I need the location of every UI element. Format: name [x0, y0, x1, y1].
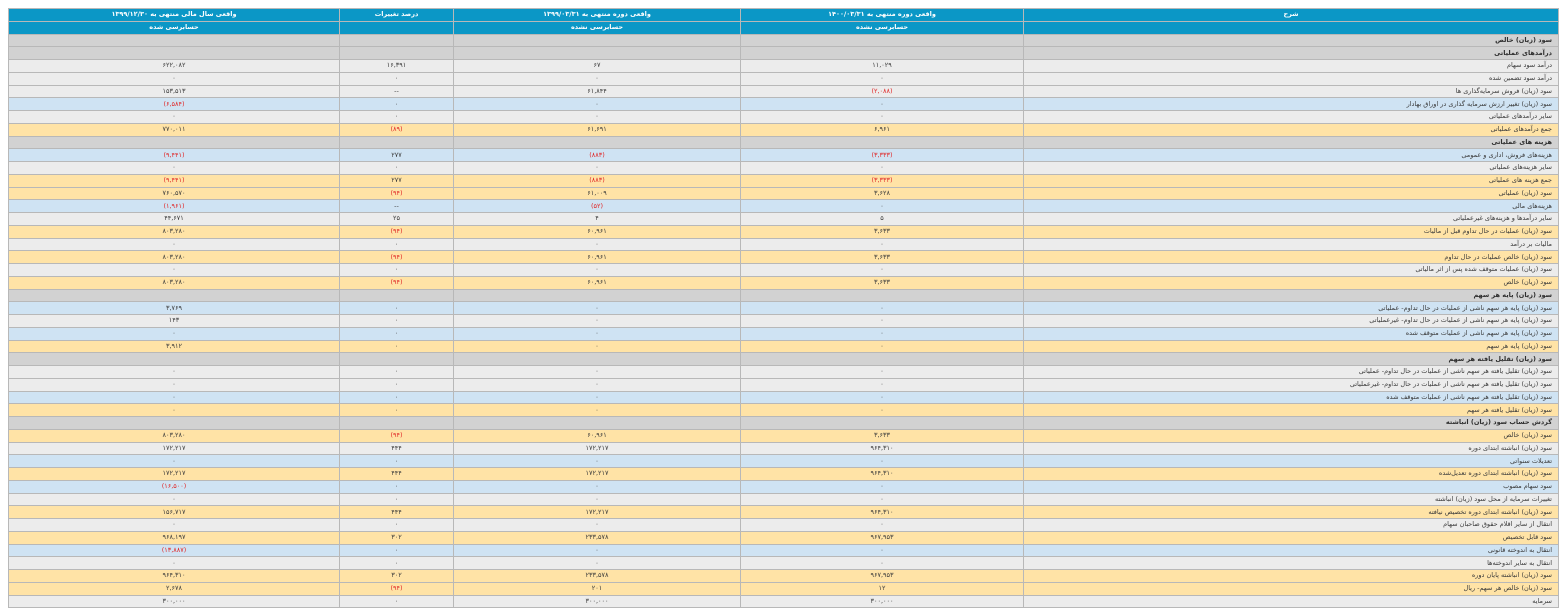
cell-cur: ۱۱,۰۲۹ — [741, 60, 1024, 73]
cell-prev: (۸۸۳) — [454, 149, 741, 162]
cell-year: (۱۳,۸۸۷) — [9, 544, 340, 557]
cell-label: انتقال به اندوخته قانونی — [1024, 544, 1559, 557]
cell-change: ۴۴۴ — [340, 468, 454, 481]
cell-change: ۰ — [340, 315, 454, 328]
cell-cur: ۰ — [741, 111, 1024, 124]
table-row — [9, 519, 1559, 532]
cell-label: هزینه های عملیاتی — [1024, 136, 1559, 149]
cell-year: ۰ — [9, 404, 340, 417]
cell-label: سود سهام مصوب — [1024, 480, 1559, 493]
cell-year: ۰ — [9, 493, 340, 506]
cell-prev: ۰ — [454, 480, 741, 493]
cell-prev — [454, 417, 741, 430]
table-row — [9, 187, 1559, 200]
cell-cur: ۰ — [741, 378, 1024, 391]
cell-year: ۳۰۰,۰۰۰ — [9, 595, 340, 608]
cell-change: ۰ — [340, 264, 454, 277]
cell-label: سود قابل تخصیص — [1024, 531, 1559, 544]
cell-label: جمع درآمدهای عملیاتی — [1024, 123, 1559, 136]
table-row — [9, 315, 1559, 328]
cell-change — [340, 289, 454, 302]
cell-cur: ۰ — [741, 519, 1024, 532]
table-row — [9, 582, 1559, 595]
table-body — [9, 34, 1559, 608]
cell-cur: ۵ — [741, 213, 1024, 226]
cell-label: درآمدهای عملیاتی — [1024, 47, 1559, 60]
table-row — [9, 468, 1559, 481]
cell-prev — [454, 353, 741, 366]
cell-label: سود (زیان) خالص — [1024, 34, 1559, 47]
cell-label: سود (زیان) پایه هر سهم — [1024, 340, 1559, 353]
cell-year: ۰ — [9, 519, 340, 532]
cell-cur: (۳,۳۳۳) — [741, 174, 1024, 187]
cell-cur: ۰ — [741, 480, 1024, 493]
table-row — [9, 276, 1559, 289]
cell-year: ۴۴,۶۷۱ — [9, 213, 340, 226]
cell-label: سود (زیان) انباشته پایان دوره — [1024, 570, 1559, 583]
section-row — [9, 34, 1559, 47]
table-row — [9, 123, 1559, 136]
cell-cur — [741, 353, 1024, 366]
table-row — [9, 174, 1559, 187]
cell-year: ۷۷۰,۰۱۱ — [9, 123, 340, 136]
table-row — [9, 149, 1559, 162]
table-row — [9, 60, 1559, 73]
cell-cur: ۰ — [741, 238, 1024, 251]
cell-cur: ۰ — [741, 162, 1024, 175]
cell-label: تغییرات سرمایه از محل سود (زیان) انباشته — [1024, 493, 1559, 506]
cell-cur: ۰ — [741, 557, 1024, 570]
cell-cur: ۰ — [741, 493, 1024, 506]
cell-cur: ۳,۶۳۳ — [741, 251, 1024, 264]
cell-label: سود (زیان) پایه هر سهم ناشی از عملیات متوقف شده — [1024, 327, 1559, 340]
cell-year: ۰ — [9, 391, 340, 404]
cell-prev: ۰ — [454, 72, 741, 85]
cell-prev: ۶۰,۹۶۱ — [454, 225, 741, 238]
cell-cur: ۱۲ — [741, 582, 1024, 595]
cell-prev: ۰ — [454, 455, 741, 468]
cell-change: (۹۴) — [340, 429, 454, 442]
table-row — [9, 366, 1559, 379]
cell-label: هزینه‌های فروش، اداری و عمومی — [1024, 149, 1559, 162]
cell-label: سود (زیان) خالص — [1024, 276, 1559, 289]
cell-change: ۰ — [340, 404, 454, 417]
header-desc: شرح — [1024, 9, 1559, 22]
cell-year: ۱۵۳,۵۱۳ — [9, 85, 340, 98]
table-row — [9, 72, 1559, 85]
table-row — [9, 544, 1559, 557]
cell-label: درآمد سود سهام — [1024, 60, 1559, 73]
section-row — [9, 136, 1559, 149]
cell-cur: ۰ — [741, 366, 1024, 379]
cell-change: ۰ — [340, 98, 454, 111]
cell-label: سود (زیان) فروش سرمایه‌گذاری ها — [1024, 85, 1559, 98]
cell-label: سود (زیان) انباشته ابتدای دوره تخصیص نیافته — [1024, 506, 1559, 519]
table-row — [9, 531, 1559, 544]
cell-change: ۰ — [340, 595, 454, 608]
cell-change: ۲۷۷ — [340, 174, 454, 187]
cell-label: سایر هزینه‌های عملیاتی — [1024, 162, 1559, 175]
cell-change: (۹۴) — [340, 276, 454, 289]
cell-prev — [454, 47, 741, 60]
cell-prev: ۶۰,۹۶۱ — [454, 429, 741, 442]
cell-label: سود (زیان) تقلیل یافته هر سهم — [1024, 404, 1559, 417]
table-row — [9, 429, 1559, 442]
cell-year: ۰ — [9, 162, 340, 175]
cell-change: (۸۹) — [340, 123, 454, 136]
table-row — [9, 493, 1559, 506]
cell-label: سود (زیان) تقلیل یافته هر سهم — [1024, 353, 1559, 366]
table-row — [9, 327, 1559, 340]
cell-prev: ۶۱,۸۴۴ — [454, 85, 741, 98]
cell-change: ۰ — [340, 302, 454, 315]
cell-cur: ۳,۶۳۳ — [741, 225, 1024, 238]
cell-label: مالیات بر درآمد — [1024, 238, 1559, 251]
cell-cur: (۳,۳۳۳) — [741, 149, 1024, 162]
cell-change: ۰ — [340, 111, 454, 124]
header-cur: واقعی دوره منتهی به ۱۴۰۰/۰۳/۳۱ — [741, 9, 1024, 22]
cell-change: ۰ — [340, 327, 454, 340]
cell-prev: ۱۷۲,۲۱۷ — [454, 506, 741, 519]
cell-year: (۱۶,۵۰۰) — [9, 480, 340, 493]
cell-year: ۹۶۴,۳۱۰ — [9, 570, 340, 583]
cell-year — [9, 47, 340, 60]
cell-cur: ۰ — [741, 72, 1024, 85]
cell-change — [340, 47, 454, 60]
cell-prev: ۲۳۳,۵۷۸ — [454, 570, 741, 583]
cell-cur: ۰ — [741, 404, 1024, 417]
audit-row — [9, 21, 1559, 34]
cell-year — [9, 353, 340, 366]
cell-change: ۴۴۴ — [340, 442, 454, 455]
cell-prev: (۵۲) — [454, 200, 741, 213]
cell-year: ۸۰۳,۲۸۰ — [9, 276, 340, 289]
cell-label: سود (زیان) انباشته ابتدای دوره تعدیل‌شده — [1024, 468, 1559, 481]
audit-prev: حسابرسی نشده — [454, 21, 741, 34]
cell-change: ۰ — [340, 493, 454, 506]
cell-cur: ۰ — [741, 327, 1024, 340]
cell-cur: (۲,۰۸۸) — [741, 85, 1024, 98]
cell-prev: ۰ — [454, 493, 741, 506]
cell-change — [340, 34, 454, 47]
table-row — [9, 213, 1559, 226]
cell-year: ۱۷۲,۲۱۷ — [9, 468, 340, 481]
cell-cur: ۰ — [741, 340, 1024, 353]
cell-cur: ۳۰۰,۰۰۰ — [741, 595, 1024, 608]
cell-label: سایر درآمدها و هزینه‌های غیرعملیاتی — [1024, 213, 1559, 226]
cell-year: ۶۲۲,۰۸۲ — [9, 60, 340, 73]
section-row — [9, 47, 1559, 60]
cell-year: ۰ — [9, 72, 340, 85]
cell-label: سود (زیان) انباشته ابتدای دوره — [1024, 442, 1559, 455]
cell-year: ۱۷۲,۲۱۷ — [9, 442, 340, 455]
cell-change: ۲۵ — [340, 213, 454, 226]
cell-change — [340, 353, 454, 366]
table-row — [9, 455, 1559, 468]
audit-year: حسابرسی شده — [9, 21, 340, 34]
cell-year: ۰ — [9, 238, 340, 251]
cell-change: ۰ — [340, 455, 454, 468]
cell-change: ۰ — [340, 391, 454, 404]
cell-cur: ۹۶۴,۳۱۰ — [741, 468, 1024, 481]
cell-prev: ۰ — [454, 327, 741, 340]
cell-cur: ۹۶۷,۹۵۳ — [741, 570, 1024, 583]
cell-year: ۹۶۸,۱۹۷ — [9, 531, 340, 544]
cell-cur: ۰ — [741, 544, 1024, 557]
cell-prev: ۰ — [454, 378, 741, 391]
cell-prev: ۳۰۰,۰۰۰ — [454, 595, 741, 608]
cell-prev: ۰ — [454, 544, 741, 557]
table-row — [9, 480, 1559, 493]
cell-year: ۱۴۳ — [9, 315, 340, 328]
cell-prev: ۰ — [454, 315, 741, 328]
cell-prev: ۲۰۱ — [454, 582, 741, 595]
cell-change: ۱۶,۳۹۱ — [340, 60, 454, 73]
cell-prev: ۰ — [454, 519, 741, 532]
cell-change: ۴۴۴ — [340, 506, 454, 519]
income-statement-table — [8, 8, 1559, 608]
cell-year: ۰ — [9, 455, 340, 468]
cell-cur — [741, 47, 1024, 60]
cell-cur: ۹۶۴,۳۱۰ — [741, 506, 1024, 519]
cell-change: ۰ — [340, 519, 454, 532]
cell-year: ۰ — [9, 111, 340, 124]
cell-cur: ۶,۹۶۱ — [741, 123, 1024, 136]
cell-label: سود (زیان) تغییر ارزش سرمایه گذاری در اوراق بهادار — [1024, 98, 1559, 111]
table-row — [9, 225, 1559, 238]
cell-prev: ۱۷۲,۲۱۷ — [454, 468, 741, 481]
cell-change: (۹۴) — [340, 582, 454, 595]
table-row — [9, 238, 1559, 251]
cell-cur: ۰ — [741, 315, 1024, 328]
cell-prev — [454, 289, 741, 302]
cell-label: سایر درآمدهای عملیاتی — [1024, 111, 1559, 124]
table-row — [9, 162, 1559, 175]
table-row — [9, 595, 1559, 608]
cell-prev: ۶۷ — [454, 60, 741, 73]
income-statement-container — [8, 8, 1558, 608]
cell-change: (۹۴) — [340, 225, 454, 238]
section-row — [9, 417, 1559, 430]
table-row — [9, 557, 1559, 570]
cell-label: تعدیلات سنواتی — [1024, 455, 1559, 468]
cell-prev: ۰ — [454, 557, 741, 570]
cell-cur: ۰ — [741, 98, 1024, 111]
table-row — [9, 302, 1559, 315]
header-year: واقعی سال مالی منتهی به ۱۳۹۹/۱۲/۳۰ — [9, 9, 340, 22]
cell-cur: ۰ — [741, 302, 1024, 315]
cell-change: (۹۴) — [340, 187, 454, 200]
cell-prev: ۰ — [454, 238, 741, 251]
table-row — [9, 442, 1559, 455]
cell-year: (۹,۴۴۱) — [9, 174, 340, 187]
cell-prev: ۰ — [454, 264, 741, 277]
cell-year: ۷۶۰,۵۷۰ — [9, 187, 340, 200]
cell-year: ۸۰۳,۲۸۰ — [9, 429, 340, 442]
cell-change: ۰ — [340, 366, 454, 379]
cell-year: ۰ — [9, 366, 340, 379]
cell-cur: ۳,۶۲۸ — [741, 187, 1024, 200]
cell-prev: (۸۸۳) — [454, 174, 741, 187]
table-row — [9, 391, 1559, 404]
cell-year: ۲,۶۷۸ — [9, 582, 340, 595]
cell-year: (۹,۴۴۱) — [9, 149, 340, 162]
cell-change: ۲۷۷ — [340, 149, 454, 162]
cell-cur: ۰ — [741, 200, 1024, 213]
cell-label: گردش حساب سود (زیان) انباشته — [1024, 417, 1559, 430]
cell-year: ۳,۷۶۹ — [9, 302, 340, 315]
cell-label: سود (زیان) پایه هر سهم ناشی از عملیات در حال تداوم- غیرعملیاتی — [1024, 315, 1559, 328]
cell-cur: ۰ — [741, 391, 1024, 404]
cell-prev: ۰ — [454, 366, 741, 379]
cell-year: ۱۵۶,۷۱۷ — [9, 506, 340, 519]
cell-change: ۰ — [340, 378, 454, 391]
cell-label: سرمایه — [1024, 595, 1559, 608]
audit-change — [340, 21, 454, 34]
cell-change: ۳۰۲ — [340, 570, 454, 583]
table-row — [9, 264, 1559, 277]
cell-cur: ۹۶۷,۹۵۳ — [741, 531, 1024, 544]
cell-cur — [741, 289, 1024, 302]
cell-label: سود (زیان) تقلیل یافته هر سهم ناشی از عملیات متوقف شده — [1024, 391, 1559, 404]
cell-year: ۸۰۳,۲۸۰ — [9, 251, 340, 264]
cell-prev: ۰ — [454, 162, 741, 175]
cell-change: ۰ — [340, 72, 454, 85]
cell-label: سود (زیان) تقلیل یافته هر سهم ناشی از عملیات در حال تداوم- عملیاتی — [1024, 366, 1559, 379]
cell-year — [9, 417, 340, 430]
cell-label: سود (زیان) پایه هر سهم ناشی از عملیات در حال تداوم- عملیاتی — [1024, 302, 1559, 315]
cell-label: هزینه‌های مالی — [1024, 200, 1559, 213]
cell-label: سود (زیان) پایه هر سهم — [1024, 289, 1559, 302]
cell-prev: ۰ — [454, 391, 741, 404]
cell-year: (۶,۵۸۴) — [9, 98, 340, 111]
cell-cur: ۳,۶۳۳ — [741, 429, 1024, 442]
cell-label: جمع هزینه های عملیاتی — [1024, 174, 1559, 187]
cell-year: ۰ — [9, 264, 340, 277]
cell-change: ۰ — [340, 557, 454, 570]
cell-cur — [741, 417, 1024, 430]
cell-change: -- — [340, 85, 454, 98]
section-row — [9, 353, 1559, 366]
cell-change: (۹۴) — [340, 251, 454, 264]
cell-year: (۱,۹۶۱) — [9, 200, 340, 213]
cell-label: سود (زیان) خالص — [1024, 429, 1559, 442]
cell-change — [340, 136, 454, 149]
table-row — [9, 85, 1559, 98]
cell-prev: ۰ — [454, 98, 741, 111]
table-row — [9, 506, 1559, 519]
cell-year: ۸۰۳,۲۸۰ — [9, 225, 340, 238]
table-row — [9, 111, 1559, 124]
cell-year — [9, 136, 340, 149]
cell-label: درآمد سود تضمین شده — [1024, 72, 1559, 85]
table-row — [9, 98, 1559, 111]
cell-cur: ۹۶۴,۳۱۰ — [741, 442, 1024, 455]
cell-year: ۳,۹۱۲ — [9, 340, 340, 353]
cell-prev — [454, 34, 741, 47]
cell-prev: ۰ — [454, 111, 741, 124]
cell-prev — [454, 136, 741, 149]
cell-prev: ۴ — [454, 213, 741, 226]
cell-prev: ۰ — [454, 302, 741, 315]
cell-change — [340, 417, 454, 430]
cell-change: ۰ — [340, 480, 454, 493]
cell-year — [9, 289, 340, 302]
cell-prev: ۰ — [454, 340, 741, 353]
cell-prev: ۱۷۲,۲۱۷ — [454, 442, 741, 455]
cell-year: ۰ — [9, 327, 340, 340]
table-row — [9, 378, 1559, 391]
header-prev: واقعی دوره منتهی به ۱۳۹۹/۰۳/۳۱ — [454, 9, 741, 22]
audit-desc — [1024, 21, 1559, 34]
cell-label: سود (زیان) عملیاتی — [1024, 187, 1559, 200]
cell-label: سود (زیان) تقلیل یافته هر سهم ناشی از عملیات در حال تداوم- غیرعملیاتی — [1024, 378, 1559, 391]
table-row — [9, 200, 1559, 213]
table-row — [9, 340, 1559, 353]
cell-cur — [741, 34, 1024, 47]
cell-cur: ۰ — [741, 455, 1024, 468]
cell-prev: ۶۱,۰۰۹ — [454, 187, 741, 200]
cell-label: سود (زیان) خالص عملیات در حال تداوم — [1024, 251, 1559, 264]
cell-label: سود (زیان) خالص هر سهم- ریال — [1024, 582, 1559, 595]
cell-prev: ۶۱,۶۹۱ — [454, 123, 741, 136]
table-row — [9, 251, 1559, 264]
cell-prev: ۶۰,۹۶۱ — [454, 276, 741, 289]
table-row — [9, 404, 1559, 417]
cell-prev: ۰ — [454, 404, 741, 417]
cell-year — [9, 34, 340, 47]
header-row — [9, 9, 1559, 22]
cell-prev: ۶۰,۹۶۱ — [454, 251, 741, 264]
cell-prev: ۲۳۳,۵۷۸ — [454, 531, 741, 544]
cell-change: ۰ — [340, 544, 454, 557]
cell-cur: ۳,۶۳۳ — [741, 276, 1024, 289]
cell-cur: ۰ — [741, 264, 1024, 277]
cell-label: سود (زیان) عملیات متوقف شده پس از اثر مالیاتی — [1024, 264, 1559, 277]
cell-year: ۰ — [9, 557, 340, 570]
header-change: درصد تغییرات — [340, 9, 454, 22]
cell-change: ۳۰۲ — [340, 531, 454, 544]
cell-cur — [741, 136, 1024, 149]
cell-label: سود (زیان) عملیات در حال تداوم قبل از مالیات — [1024, 225, 1559, 238]
cell-label: انتقال به سایر اندوخته‌ها — [1024, 557, 1559, 570]
cell-change: ۰ — [340, 162, 454, 175]
cell-change: ۰ — [340, 340, 454, 353]
cell-label: انتقال از سایر اقلام حقوق صاحبان سهام — [1024, 519, 1559, 532]
audit-cur: حسابرسی نشده — [741, 21, 1024, 34]
cell-year: ۰ — [9, 378, 340, 391]
section-row — [9, 289, 1559, 302]
cell-change: -- — [340, 200, 454, 213]
cell-change: ۰ — [340, 238, 454, 251]
